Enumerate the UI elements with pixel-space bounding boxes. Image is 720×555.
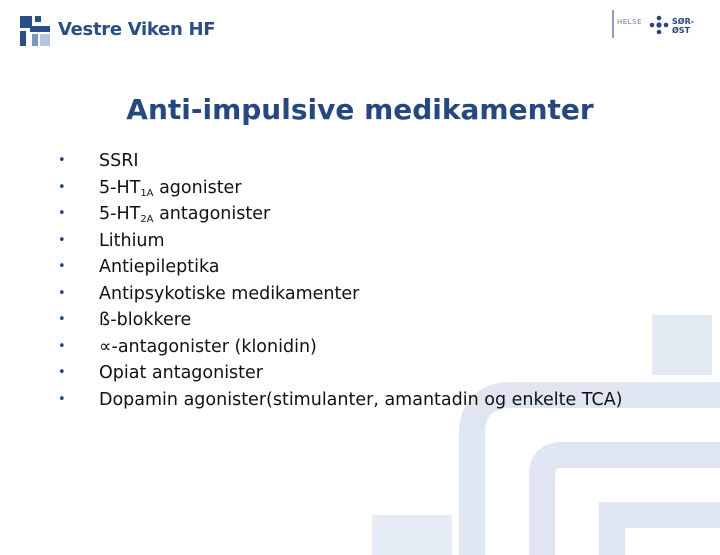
bullet-icon: • <box>58 259 66 274</box>
list-item-text: Lithium <box>99 230 165 251</box>
list-item <box>0 254 720 281</box>
list-item <box>0 307 720 334</box>
brand-word-sor-ost: SØR-ØST <box>672 17 695 35</box>
list-item <box>0 201 720 228</box>
bullet-icon: • <box>58 391 66 407</box>
list-item-text: $5-HT_{2A}$ antagonister <box>99 204 271 225</box>
bullet-icon: • <box>58 338 66 354</box>
list-item <box>0 334 720 361</box>
list-item-text: ß-blokkere <box>99 310 192 330</box>
bullet-icon: • <box>58 179 66 195</box>
list-item-text: Antipsykotiske medikamenter <box>99 283 360 304</box>
list-item-text: ∝-antagonister (klonidin) <box>99 336 317 357</box>
helse-sor-ost-logo <box>612 10 712 38</box>
bullet-icon: • <box>58 312 66 327</box>
brand-word-helse: HELSE <box>617 18 642 26</box>
bullet-icon: • <box>58 232 66 248</box>
list-item <box>0 360 720 387</box>
bullet-icon: • <box>58 285 66 301</box>
list-item <box>0 281 720 308</box>
list-item-text: Opiat antagonister <box>99 363 264 383</box>
brand-name-left: Vestre Viken HF <box>58 19 216 40</box>
list-item-text: SSRI <box>99 151 139 171</box>
list-item-text: $5-HT_{1A}$ agonister <box>99 177 242 199</box>
list-item-text: Dopamin agonister(stimulanter, amantadin og enkelte TCA) <box>99 389 623 410</box>
vestre-viken-cross-icon <box>18 14 52 48</box>
logo-divider <box>612 10 614 38</box>
list-item <box>0 175 720 202</box>
bullet-list <box>0 148 720 413</box>
bullet-icon: • <box>58 153 66 168</box>
bullet-icon: • <box>58 365 66 380</box>
dots-icon <box>648 14 670 36</box>
bullet-icon: • <box>58 206 66 221</box>
list-item <box>0 148 720 175</box>
list-item <box>0 387 720 414</box>
vestre-viken-logo <box>18 14 216 48</box>
slide-title: Anti-impulsive medikamenter <box>126 93 594 126</box>
list-item-text: Antiepileptika <box>99 257 220 277</box>
list-item <box>0 228 720 255</box>
